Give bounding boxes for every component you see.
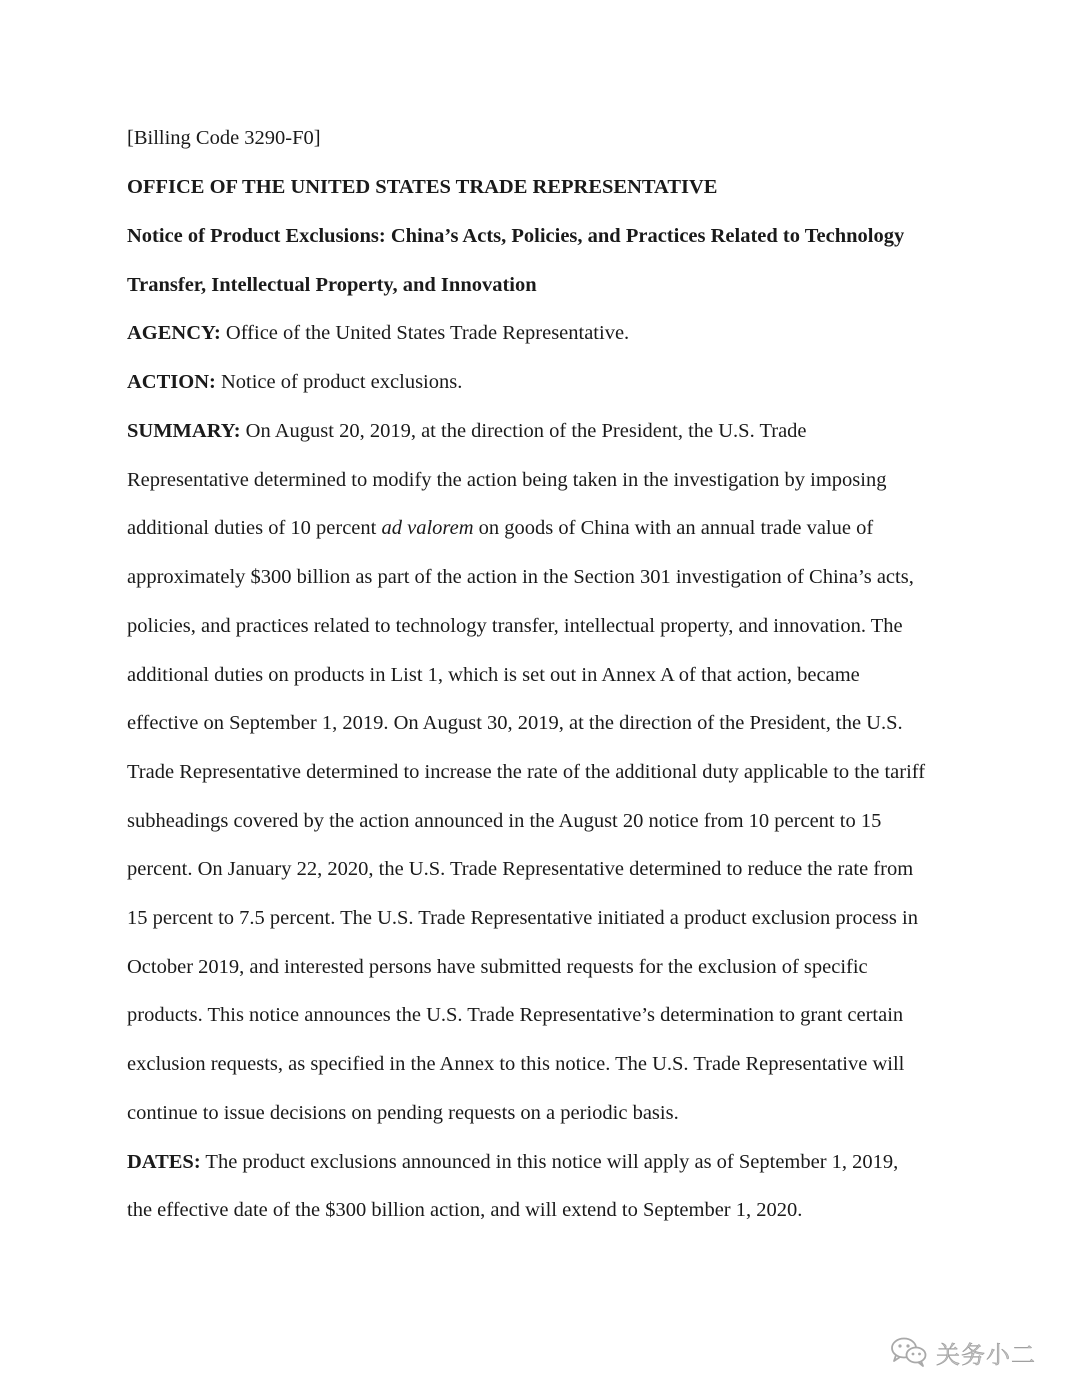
watermark-text: 关务小二 (936, 1340, 1036, 1369)
ad-valorem-term: ad valorem (381, 517, 474, 539)
summary-line-11: 15 percent to 7.5 percent. The U.S. Trade Representative initiated a product exclusion process in (127, 907, 918, 929)
summary-line-12: October 2019, and interested persons have submitted requests for the exclusion of specific (127, 956, 868, 978)
summary-line-1: On August 20, 2019, at the direction of the President, the U.S. Trade (240, 420, 807, 442)
summary-line-3-pre: additional duties of 10 percent (127, 517, 382, 539)
agency-label: AGENCY: (127, 322, 221, 344)
summary-line-3-post: on goods of China with an annual trade value of (473, 517, 874, 539)
dates-line (127, 1148, 898, 1176)
summary-line-15: continue to issue decisions on pending requests on a periodic basis. (127, 1102, 679, 1124)
agency-text: Office of the United States Trade Representative. (220, 322, 630, 344)
office-heading: OFFICE OF THE UNITED STATES TRADE REPRESENTATIVE (127, 176, 718, 198)
action-text: Notice of product exclusions. (215, 371, 463, 393)
summary-line-6: additional duties on products in List 1, which is set out in Annex A of that action, became (127, 664, 860, 686)
notice-title-line-1: Notice of Product Exclusions: China’s Acts, Policies, and Practices Related to Technology (127, 225, 905, 247)
summary-line-2: Representative determined to modify the action being taken in the investigation by imposing (127, 469, 887, 491)
action-label: ACTION: (127, 371, 216, 393)
action-paragraph (127, 368, 462, 396)
summary-line (127, 417, 807, 445)
summary-line-5: policies, and practices related to technology transfer, intellectual property, and innovation. The (127, 615, 903, 637)
summary-line-9: subheadings covered by the action announced in the August 20 notice from 10 percent to 15 (127, 810, 882, 832)
dates-label: DATES: (127, 1151, 201, 1173)
summary-line-3 (127, 514, 873, 542)
summary-line-13: products. This notice announces the U.S. Trade Representative’s determination to grant certain (127, 1004, 904, 1026)
wechat-icon (890, 1336, 928, 1368)
billing-code: [Billing Code 3290-F0] (127, 127, 321, 149)
summary-label: SUMMARY: (127, 420, 241, 442)
watermark (890, 1332, 1036, 1372)
summary-line-4: approximately $300 billion as part of the action in the Section 301 investigation of China’s acts, (127, 566, 914, 588)
summary-line-7: effective on September 1, 2019. On August 30, 2019, at the direction of the President, the U.S. (127, 712, 903, 734)
dates-line-1: The product exclusions announced in this notice will apply as of September 1, 2019, (200, 1151, 899, 1173)
summary-line-14: exclusion requests, as specified in the Annex to this notice. The U.S. Trade Representative will (127, 1053, 905, 1075)
summary-line-10: percent. On January 22, 2020, the U.S. Trade Representative determined to reduce the rate from (127, 858, 914, 880)
summary-line-8: Trade Representative determined to increase the rate of the additional duty applicable to the tariff (127, 761, 926, 783)
agency-paragraph (127, 319, 629, 347)
notice-title-line-2: Transfer, Intellectual Property, and Innovation (127, 274, 537, 296)
dates-line-2: the effective date of the $300 billion action, and will extend to September 1, 2020. (127, 1199, 803, 1221)
